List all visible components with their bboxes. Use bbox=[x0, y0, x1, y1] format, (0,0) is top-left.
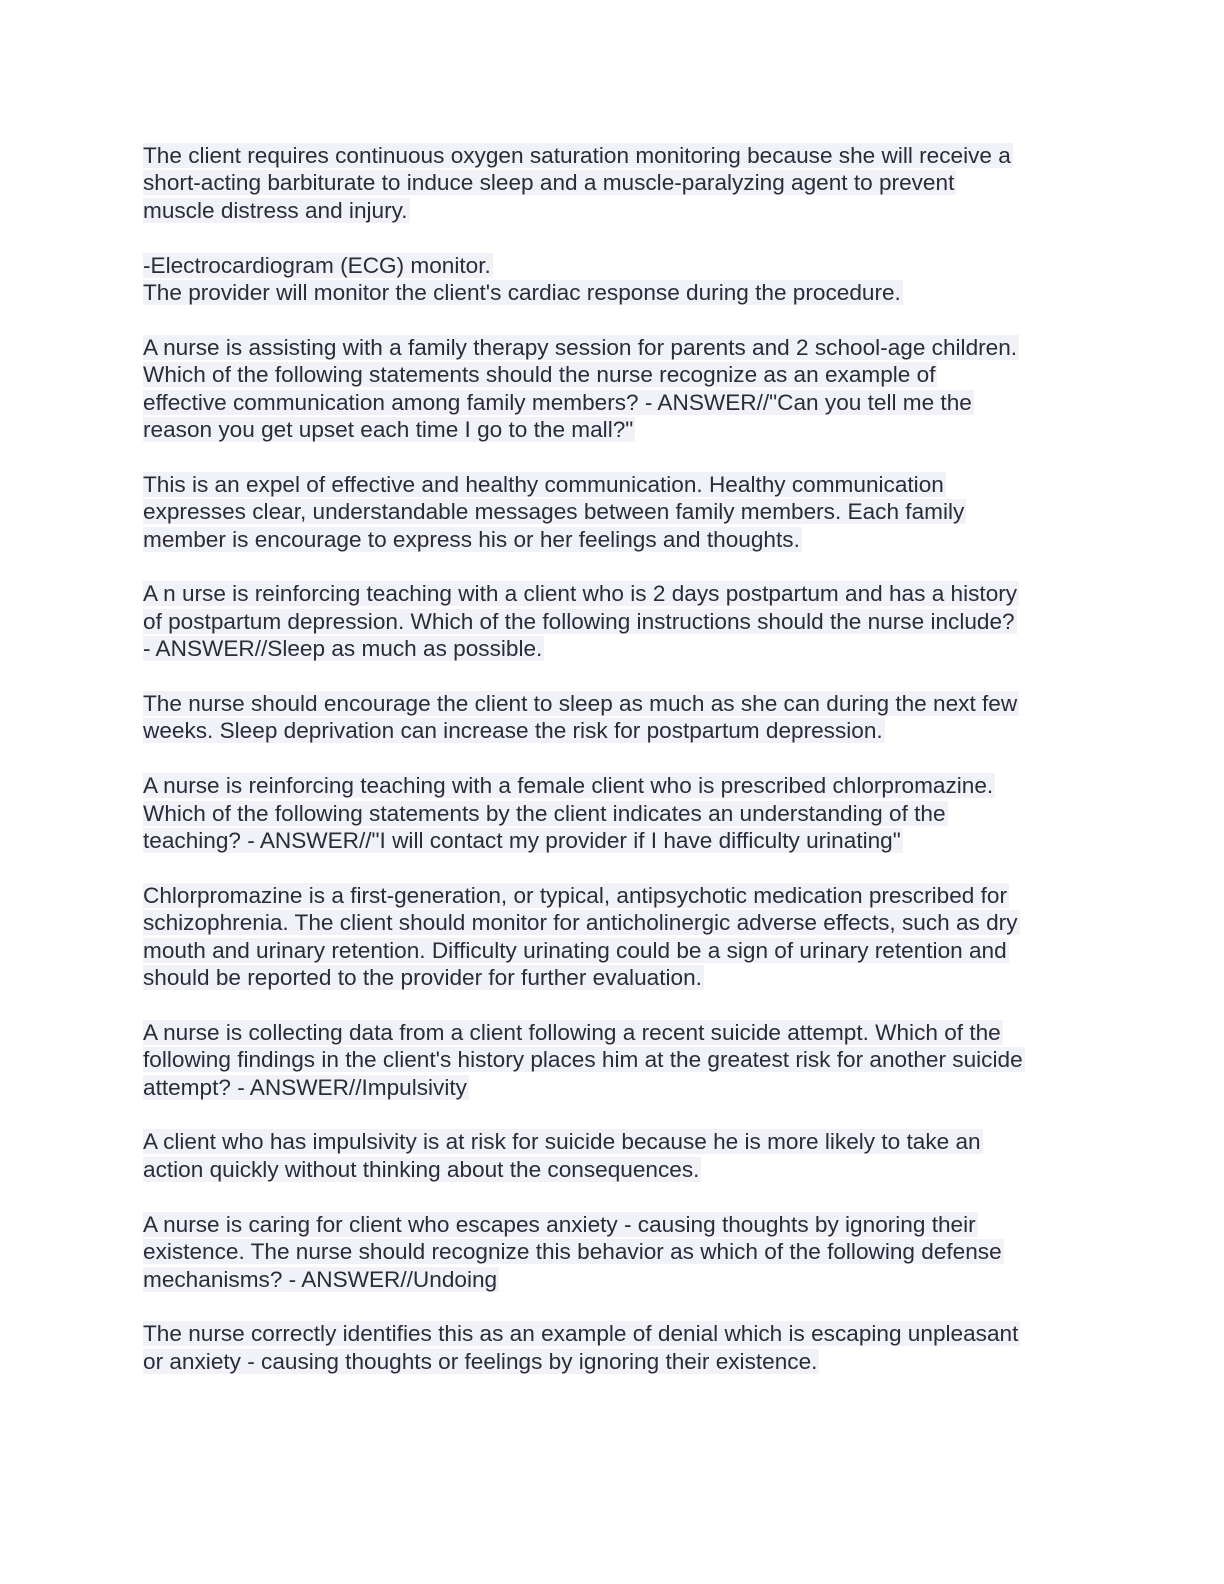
text-line: existence. The nurse should recognize this behavior as which of the following defense bbox=[143, 1239, 1002, 1265]
text-line: The provider will monitor the client's cardiac response during the procedure. bbox=[143, 280, 901, 306]
text-line: A n urse is reinforcing teaching with a client who is 2 days postpartum and has a history bbox=[143, 581, 1018, 607]
text-line: of postpartum depression. Which of the following instructions should the nurse include? bbox=[143, 608, 1015, 634]
text-line: The nurse should encourage the client to sleep as much as she can during the next few bbox=[143, 691, 1018, 717]
question-defense-mechanism bbox=[143, 1211, 1078, 1293]
text-line: The client requires continuous oxygen saturation monitoring because she will receive a bbox=[143, 143, 1011, 168]
text-line: teaching? - ANSWER//"I will contact my provider if I have difficulty urinating" bbox=[143, 828, 901, 854]
text-line: A nurse is assisting with a family therapy session for parents and 2 school-age children. bbox=[143, 334, 1018, 360]
text-line: mechanisms? - ANSWER//Undoing bbox=[143, 1266, 498, 1292]
text-line: weeks. Sleep deprivation can increase the risk for postpartum depression. bbox=[143, 718, 883, 744]
question-postpartum bbox=[143, 580, 1078, 662]
text-line: A nurse is caring for client who escapes anxiety - causing thoughts by ignoring their bbox=[143, 1211, 976, 1237]
text-line: short-acting barbiturate to induce sleep and a muscle-paralyzing agent to prevent bbox=[143, 170, 955, 196]
text-line: A client who has impulsivity is at risk for suicide because he is more likely to take an bbox=[143, 1129, 981, 1155]
text-line: reason you get upset each time I go to the mall?" bbox=[143, 417, 634, 443]
text-line: expresses clear, understandable messages between family members. Each family bbox=[143, 499, 965, 525]
rationale-suicide-risk bbox=[143, 1128, 1078, 1183]
paragraph-oxygen-monitoring bbox=[143, 142, 1078, 224]
document-page bbox=[143, 142, 1078, 1403]
text-line: effective communication among family members? - ANSWER//"Can you tell me the bbox=[143, 389, 972, 415]
text-line: or anxiety - causing thoughts or feelings by ignoring their existence. bbox=[143, 1348, 818, 1374]
text-line: action quickly without thinking about the consequences. bbox=[143, 1156, 700, 1182]
text-line: Chlorpromazine is a first-generation, or typical, antipsychotic medication prescribed for bbox=[143, 882, 1007, 908]
text-line: Which of the following statements by the client indicates an understanding of the bbox=[143, 800, 946, 826]
text-line: Which of the following statements should the nurse recognize as an example of bbox=[143, 362, 936, 388]
question-family-therapy bbox=[143, 334, 1078, 444]
text-line: muscle distress and injury. bbox=[143, 197, 408, 223]
question-suicide-risk bbox=[143, 1019, 1078, 1101]
rationale-postpartum bbox=[143, 690, 1078, 745]
paragraph-ecg-monitor bbox=[143, 252, 1078, 307]
rationale-chlorpromazine bbox=[143, 882, 1078, 992]
text-line: -Electrocardiogram (ECG) monitor. bbox=[143, 252, 491, 278]
text-line: - ANSWER//Sleep as much as possible. bbox=[143, 636, 543, 662]
text-line: schizophrenia. The client should monitor for anticholinergic adverse effects, such as dry bbox=[143, 910, 1018, 936]
rationale-defense-mechanism bbox=[143, 1320, 1078, 1375]
text-line: A nurse is reinforcing teaching with a female client who is prescribed chlorpromazine. bbox=[143, 773, 994, 799]
text-line: This is an expel of effective and healthy communication. Healthy communication bbox=[143, 471, 944, 497]
text-line: attempt? - ANSWER//Impulsivity bbox=[143, 1074, 467, 1100]
rationale-family-therapy bbox=[143, 471, 1078, 553]
question-chlorpromazine bbox=[143, 772, 1078, 854]
text-line: The nurse correctly identifies this as an example of denial which is escaping unpleasant bbox=[143, 1321, 1019, 1347]
text-line: following findings in the client's history places him at the greatest risk for another suicide bbox=[143, 1047, 1023, 1073]
text-line: member is encourage to express his or her feelings and thoughts. bbox=[143, 526, 800, 552]
text-line: A nurse is collecting data from a client following a recent suicide attempt. Which of the bbox=[143, 1019, 1001, 1045]
text-line: mouth and urinary retention. Difficulty urinating could be a sign of urinary retention and bbox=[143, 937, 1007, 963]
text-line: should be reported to the provider for further evaluation. bbox=[143, 965, 702, 991]
